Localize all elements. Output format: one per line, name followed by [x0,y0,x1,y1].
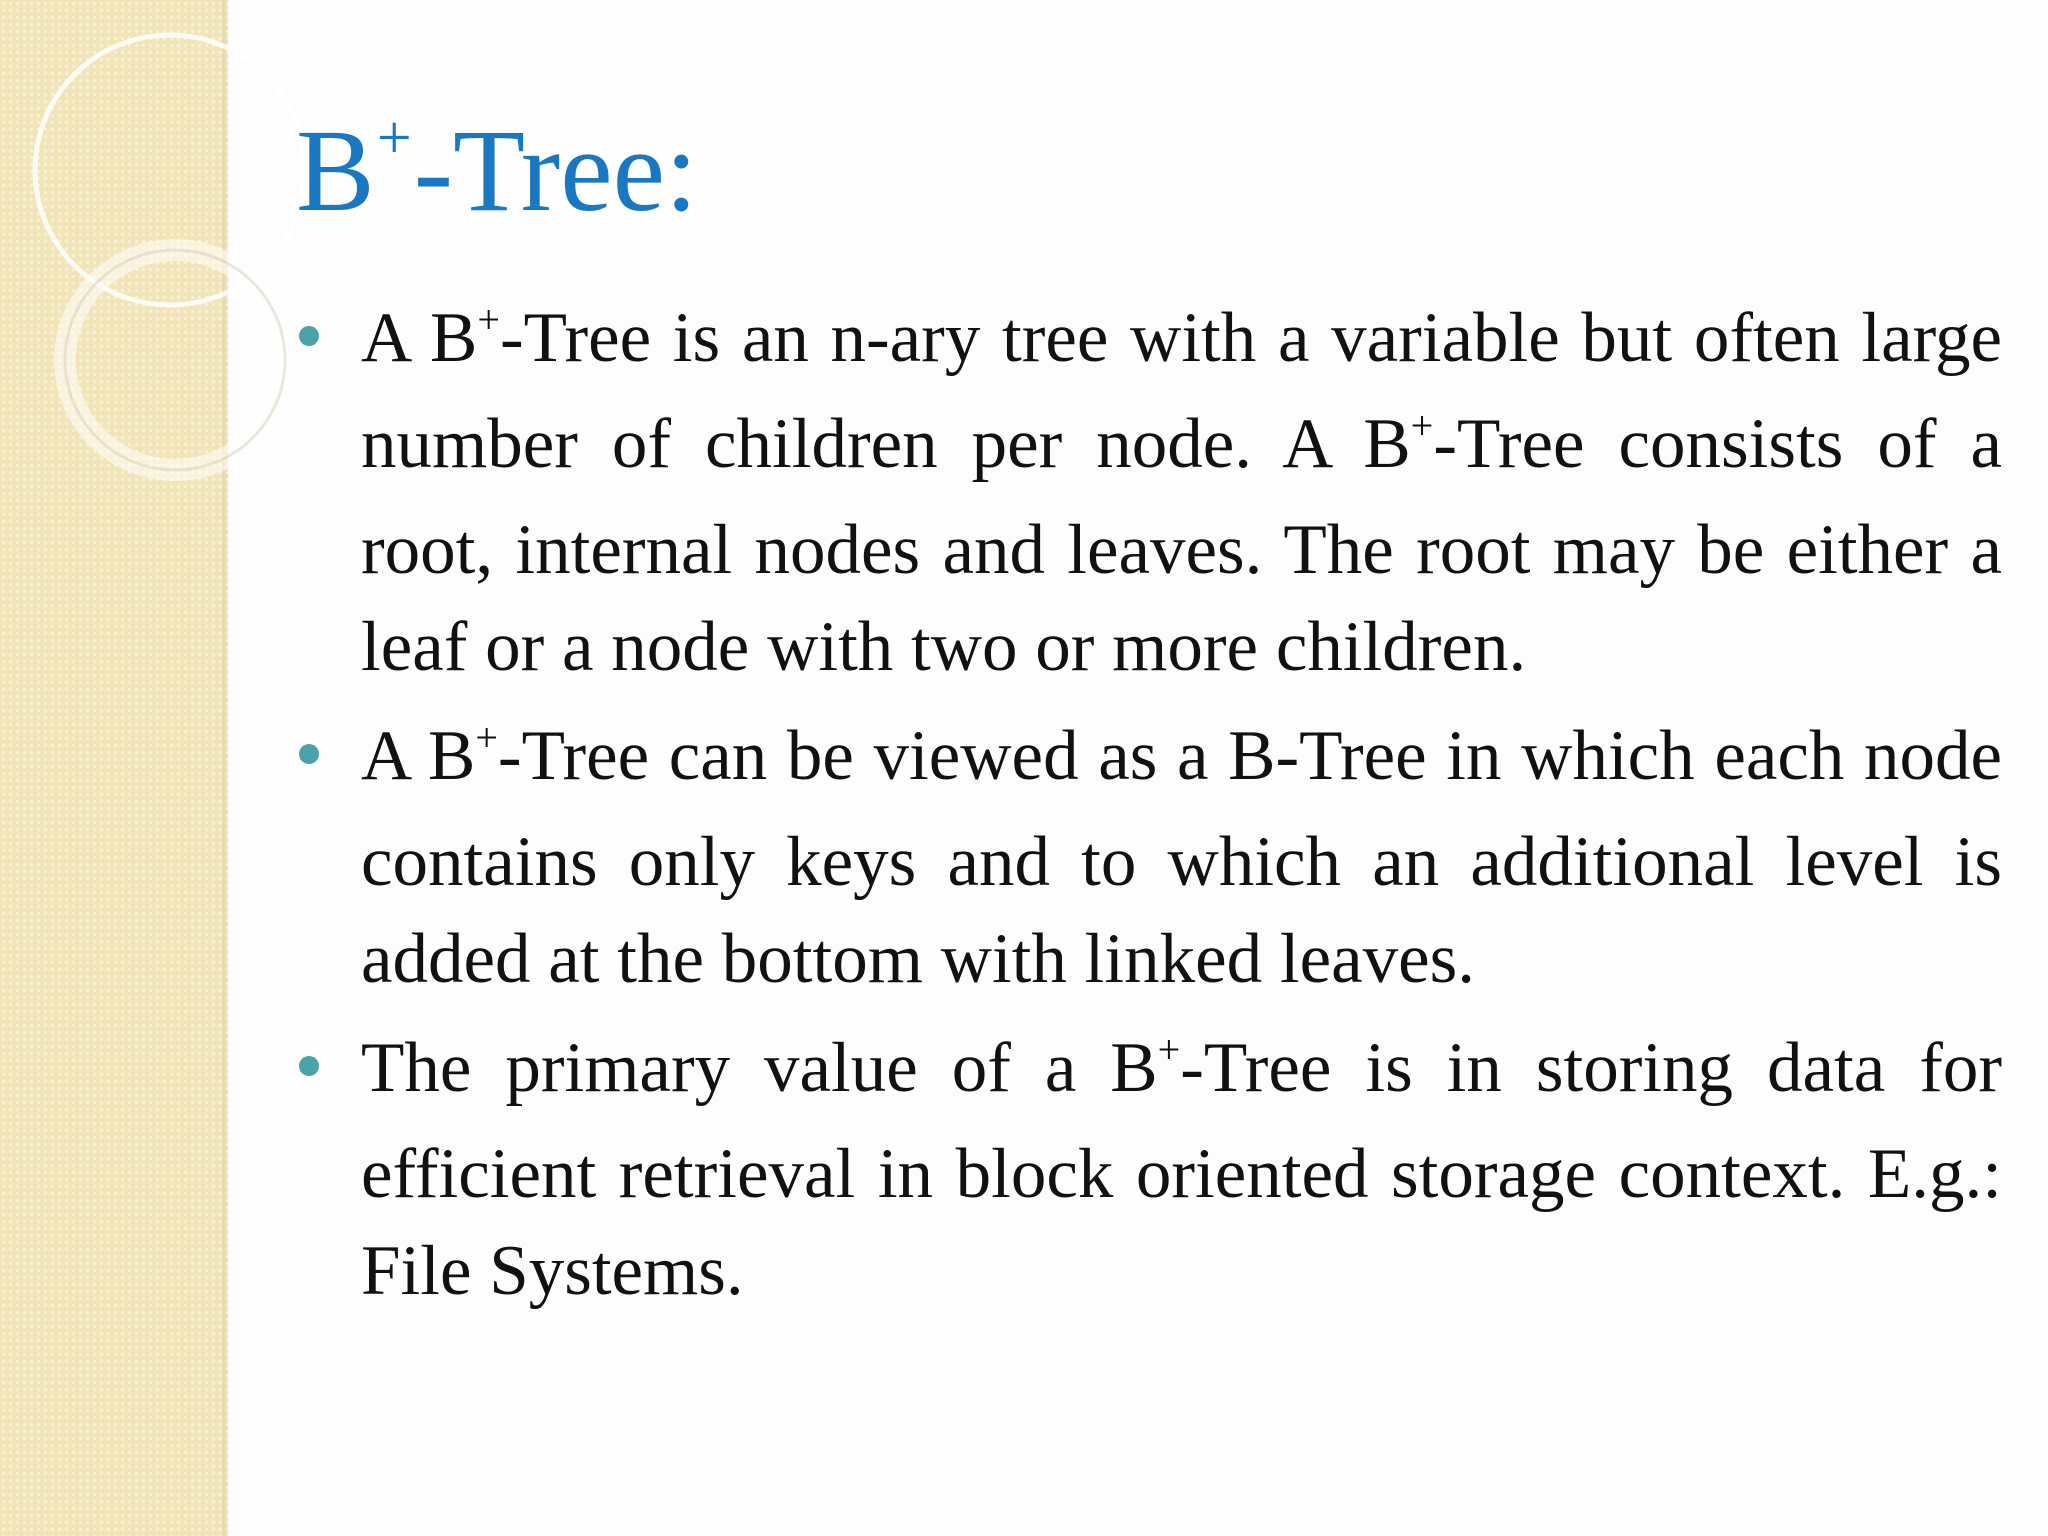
bullet-dot-icon [299,744,319,764]
slide-title [296,104,698,236]
superscript-plus: + [475,715,498,760]
thick-ring-outline [65,250,285,470]
bullet-list [296,290,2002,1332]
title-prefix: B [296,105,375,236]
decorative-rings [0,0,240,520]
bullet-text: -Tree is an n-ary tree with a variable but often large number of children per node. A B [361,299,2002,483]
bullet-text: -Tree consists of a root, internal nodes and leaves. The root may be either a leaf or a node with two or more children. [361,405,2002,686]
superscript-plus: + [477,297,500,342]
bullet-dot-icon [299,1056,319,1076]
large-ring [35,35,305,305]
bullet-item [296,290,2002,696]
superscript-plus: + [1157,1027,1181,1072]
superscript-plus: + [1410,403,1434,448]
bullet-text: The primary value of a B [361,1029,1158,1107]
bullet-dot-icon [299,326,319,346]
bullet-text: -Tree can be viewed as a B-Tree in which each node contains only keys and to which an additional level is added at the bottom with linked leaves. [361,717,2003,998]
bullet-item [296,1020,2002,1320]
bullet-text: A B [361,717,476,795]
bullet-text: A B [361,299,478,377]
bullet-text: -Tree is in storing data for efficient retrieval in block oriented storage context. E.g.: File Systems. [361,1029,2002,1310]
bullet-item [296,708,2002,1008]
title-superscript: + [376,104,412,172]
title-suffix: -Tree: [413,105,698,236]
